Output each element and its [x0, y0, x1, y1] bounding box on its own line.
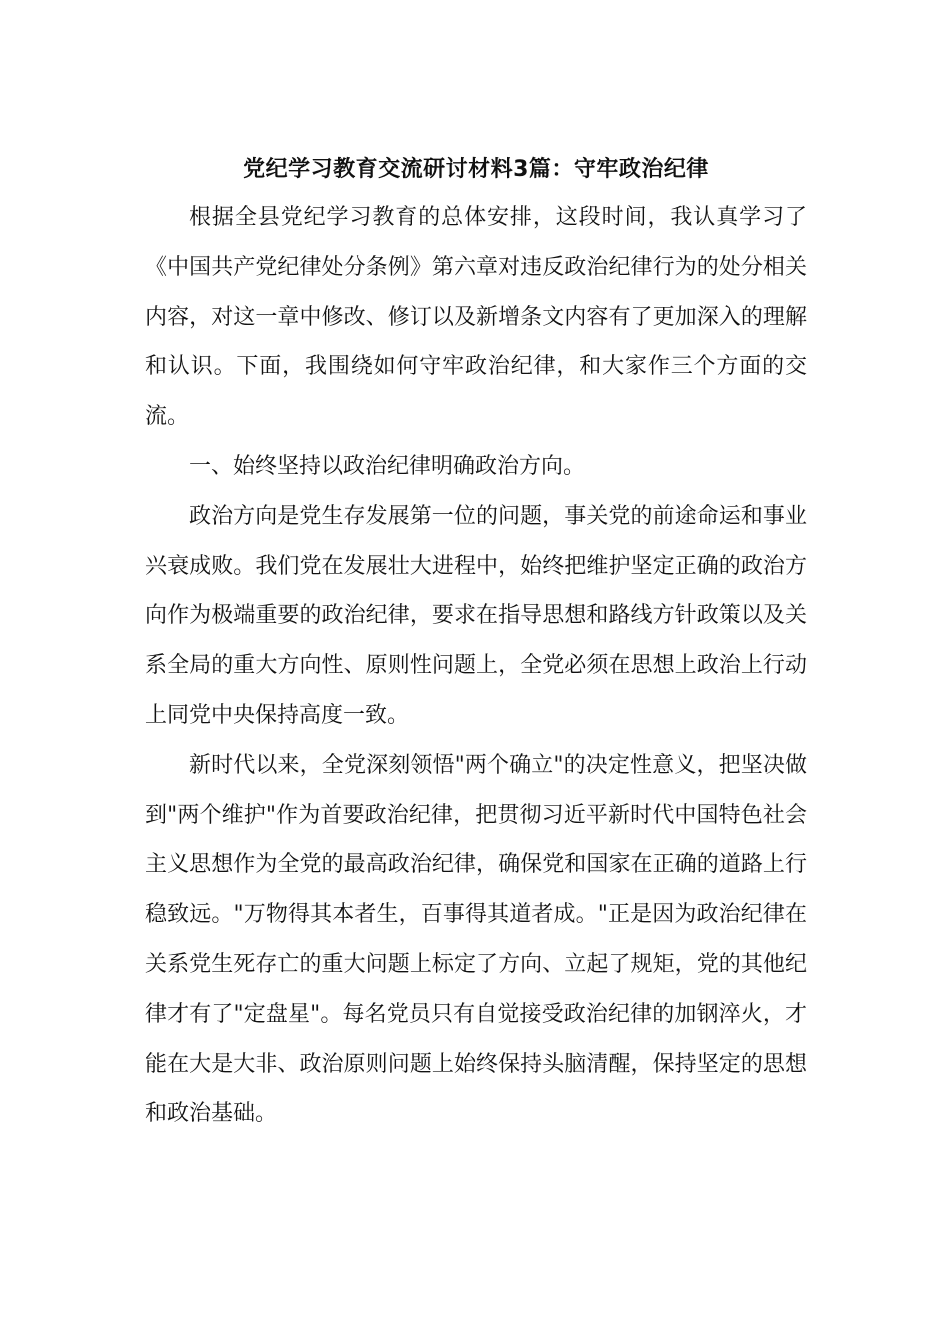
document-title: 党纪学习教育交流研讨材料3篇：守牢政治纪律	[243, 157, 709, 182]
section-heading-1: 一、始终坚持以政治纪律明确政治方向。	[189, 453, 586, 479]
paragraph-new-era: 新时代以来，全党深刻领悟"两个确立"的决定性意义，把坚决做到"两个维护"作为首要政治纪律，把贯彻习近平新时代中国特色社会主义思想作为全党的最高政治纪律，确保党和国家在正确的道路上行稳致远。"万物得其本者生，百事得其道者成。"正是因为政治纪律在关系党生死存亡的重大问题上标定了方向、立起了规矩，党的其他纪律才有了"定盘星"。每名党员只有自觉接受政治纪律的加钢淬火，才能在大是大非、政治原则问题上始终保持头脑清醒，保持坚定的思想和政治基础。	[145, 752, 807, 1127]
paragraph-intro: 根据全县党纪学习教育的总体安排，这段时间，我认真学习了《中国共产党纪律处分条例》第六章对违反政治纪律行为的处分相关内容，对这一章中修改、修订以及新增条文内容有了更加深入的理解和认识。下面，我围绕如何守牢政治纪律，和大家作三个方面的交流。	[145, 205, 807, 430]
paragraph-political-direction: 政治方向是党生存发展第一位的问题，事关党的前途命运和事业兴衰成败。我们党在发展壮大进程中，始终把维护坚定正确的政治方向作为极端重要的政治纪律，要求在指导思想和路线方针政策以及关系全局的重大方向性、原则性问题上，全党必须在思想上政治上行动上同党中央保持高度一致。	[145, 503, 807, 728]
document-body	[145, 150, 807, 1139]
